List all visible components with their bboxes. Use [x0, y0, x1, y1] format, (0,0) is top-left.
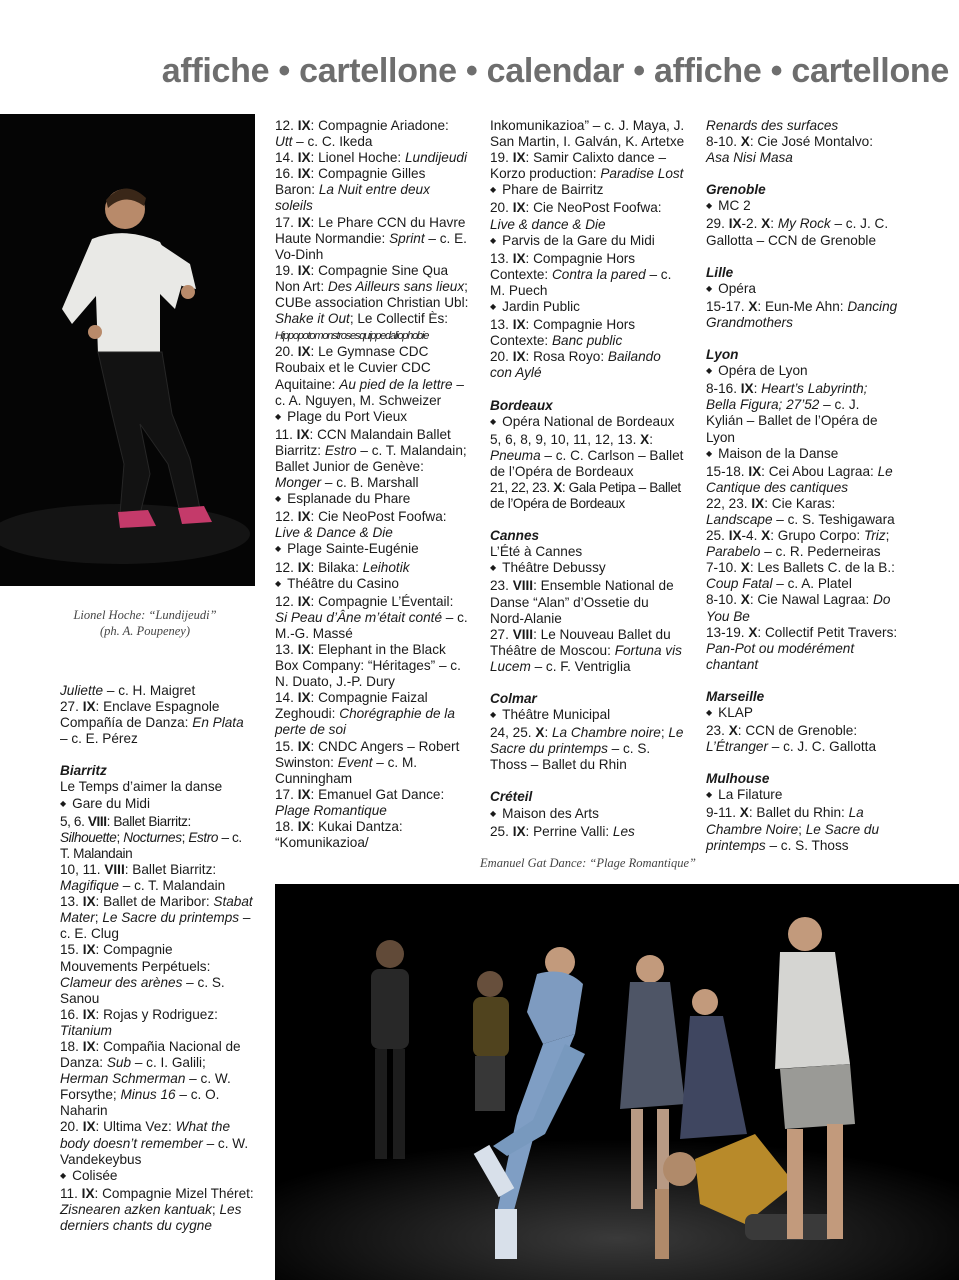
column-2 — [275, 118, 469, 851]
listing-entry: 13. IX: Compagnie Hors Contexte: Banc public — [490, 317, 636, 349]
city-heading-biarritz: Biarritz — [60, 763, 107, 779]
venue-parvis-gare-du-midi: ◆ Parvis de la Gare du Midi — [490, 233, 686, 251]
festival-name: L’Été à Cannes — [490, 544, 583, 560]
listing-entry: 11. IX: CCN Malandain Ballet Biarritz: Estro – c. T. Malandain; Ballet Junior de Genève: Monger – c. B. Marshall — [275, 426, 467, 491]
listing-entry: 20. IX: Cie NeoPost Foofwa: Live & dance & Die — [490, 200, 662, 232]
city-heading-creteil: Créteil — [490, 789, 533, 805]
venue-jardin-public: ◆ Jardin Public — [490, 299, 686, 317]
listing-entry: 23. X: CCN de Grenoble: L’Étranger – c. J. C. Gallotta — [706, 723, 877, 755]
festival-name: Le Temps d’aimer la danse — [60, 779, 223, 795]
listing-entry: 9-11. X: Ballet du Rhin: La Chambre Noire; Le Sacre du printemps – c. S. Thoss — [706, 805, 880, 853]
listing-entry: 14. IX: Compagnie Faizal Zeghoudi: Chorégraphie de la perte de soi — [275, 690, 455, 738]
listing-entry: 13. IX: Compagnie Hors Contexte: Contra la pared – c. M. Puech — [490, 250, 672, 298]
caption-line-1: Lionel Hoche: “Lundijeudi” — [73, 608, 217, 622]
city-heading-mulhouse: Mulhouse — [706, 771, 770, 787]
listing-entry: 17. IX: Le Phare CCN du Havre Haute Normandie: Sprint – c. E. Vo-Dinh — [275, 214, 467, 262]
venue-la-filature: ◆ La Filature — [706, 787, 900, 805]
listing-entry: 15-18. IX: Cei Abou Lagraa: Le Cantique des cantiques — [706, 463, 893, 495]
listing-entry: 22, 23. IX: Cie Karas: Landscape – c. S. Teshigawara — [706, 495, 895, 527]
listing-entry: Juliette – c. H. Maigret — [60, 683, 196, 698]
photo-emanuel-gat-dance — [275, 884, 959, 1280]
listing-entry: 12. IX: Cie NeoPost Foofwa: Live & Dance & Die — [275, 509, 447, 541]
city-heading-colmar: Colmar — [490, 691, 537, 706]
listing-entry: 27. IX: Enclave Espagnole Compañía de Danza: En Plata – c. E. Pérez — [60, 699, 244, 747]
listing-entry: 17. IX: Emanuel Gat Dance: Plage Romantique — [275, 786, 445, 818]
photo-caption-lionel-hoche — [0, 607, 290, 639]
listing-entry: 14. IX: Lionel Hoche: Lundijeudi — [275, 150, 467, 166]
photo-caption-emanuel-gat: Emanuel Gat Dance: “Plage Romantique” — [480, 856, 696, 870]
venue-phare-de-bairritz: ◆ Phare de Bairritz — [490, 182, 686, 200]
section-header — [0, 52, 959, 91]
column-1 — [60, 683, 254, 1234]
listing-entry: 15-17. X: Eun-Me Ahn: Dancing Grandmothers — [706, 298, 898, 330]
listing-entry: 12. IX: Compagnie L’Éventail: Si Peau d’Âne m’était conté – c. M.-G. Massé — [275, 593, 468, 641]
listing-entry: 25. IX: Perrine Valli: Les — [490, 823, 635, 839]
venue-theatre-municipal: ◆ Théâtre Municipal — [490, 707, 686, 725]
listing-entry: Renards des surfaces — [706, 118, 839, 133]
listing-entry: 15. IX: CNDC Angers – Robert Swinston: Event – c. M. Cunningham — [275, 738, 460, 786]
city-heading-bordeaux: Bordeaux — [490, 397, 553, 413]
listing-entry: 16. IX: Compagnie Gilles Baron: La Nuit entre deux soleils — [275, 166, 430, 214]
dancer-illustration — [0, 114, 255, 586]
listing-entry: 12. IX: Bilaka: Leihotik — [275, 559, 410, 575]
header-title: affiche • cartellone • calendar • affiche • cartellone — [161, 52, 949, 90]
listing-entry: 13. IX: Elephant in the Black Box Company: “Héritages” – c. N. Duato, J.-P. Dury — [275, 642, 461, 690]
listing-entry: 18. IX: Compañia Nacional de Danza: Sub – c. I. Galili; Herman Schmerman – c. W. Forsythe; Minus 16 – c. O. Naharin — [60, 1038, 241, 1119]
listing-entry: 23. VIII: Ensemble National de Danse “Alan” d’Ossetie du Nord-Alanie — [490, 578, 674, 626]
city-heading-lyon: Lyon — [706, 347, 739, 363]
listing-entry: 13-19. X: Collectif Petit Travers: Pan-Pot ou modérément chantant — [706, 624, 898, 672]
listing-entry: 27. VIII: Le Nouveau Ballet du Théâtre de Moscou: Fortuna vis Lucem – c. F. Ventriglia — [490, 626, 682, 674]
listing-entry: 15. IX: Compagnie Mouvements Perpétuels: Clameur des arènes – c. S. Sanou — [60, 942, 225, 1006]
listing-entry: 12. IX: Compagnie Ariadone: Utt – c. C. Ikeda — [275, 118, 449, 150]
caption-line-2: (ph. A. Poupeney) — [99, 624, 190, 638]
listing-entry: 19. IX: Samir Calixto dance – Korzo production: Paradise Lost — [490, 150, 684, 182]
listing-entry: 18. IX: Kukai Dantza: “Komunikazioa/ — [275, 819, 403, 851]
listing-entry: 11. IX: Compagnie Mizel Théret: Zisnearen azken kantuak; Les derniers chants du cygne — [60, 1185, 254, 1233]
venue-opera-lille: ◆ Opéra — [706, 281, 900, 299]
city-heading-grenoble: Grenoble — [706, 182, 766, 198]
listing-entry: 8-10. X: Cie José Montalvo: Asa Nisi Masa — [706, 134, 873, 166]
venue-theatre-debussy: ◆ Théâtre Debussy — [490, 560, 686, 578]
listing-entry: 25. IX-4. X: Grupo Corpo: Triz; Parabelo – c. R. Pederneiras — [706, 528, 890, 560]
venue-opera-national-bordeaux: ◆ Opéra National de Bordeaux — [490, 414, 686, 432]
stage-illustration — [275, 884, 959, 1280]
column-3 — [490, 118, 686, 840]
listing-entry: 5, 6, 8, 9, 10, 11, 12, 13. X: Pneuma – c. C. Carlson – Ballet de l’Opéra de Bordeaux — [490, 431, 684, 479]
venue-plage-du-port-vieux: ◆ Plage du Port Vieux — [275, 409, 469, 427]
city-heading-marseille: Marseille — [706, 688, 765, 704]
listing-entry: 16. IX: Rojas y Rodriguez: Titanium — [60, 1006, 218, 1038]
listing-entry: 13. IX: Ballet de Maribor: Stabat Mater; Le Sacre du printemps – c. E. Clug — [60, 894, 253, 942]
venue-maison-de-la-danse: ◆ Maison de la Danse — [706, 446, 900, 464]
venue-opera-de-lyon: ◆ Opéra de Lyon — [706, 363, 900, 381]
listing-entry: 29. IX-2. X: My Rock – c. J. C. Gallotta – CCN de Grenoble — [706, 216, 889, 248]
listing-entry: 20. IX: Le Gymnase CDC Roubaix et le Cuvier CDC Aquitaine: Au pied de la lettre – c. A. Nguyen, M. Schweizer — [275, 344, 464, 408]
listing-entry: 24, 25. X: La Chambre noire; Le Sacre du printemps – c. S. Thoss – Ballet du Rhin — [490, 725, 684, 773]
photo-lionel-hoche — [0, 114, 255, 586]
venue-gare-du-midi: ◆ Gare du Midi — [60, 796, 254, 814]
listing-entry: 8-16. IX: Heart’s Labyrinth; Bella Figura; 27’52 – c. J. Kylián – Ballet de l’Opéra de Lyon — [706, 381, 878, 445]
listing-entry: 5, 6. VIII: Ballet Biarritz: Silhouette; Nocturnes; Estro – c. T. Malandain — [60, 813, 242, 861]
venue-plage-sainte-eugenie: ◆ Plage Sainte-Eugénie — [275, 541, 469, 559]
venue-colisee: ◆ Colisée — [60, 1168, 254, 1186]
listing-entry: 21, 22, 23. X: Gala Petipa – Ballet de l’Opéra de Bordeaux — [490, 479, 681, 512]
listing-entry: 20. IX: Rosa Royo: Bailando con Aylé — [490, 349, 661, 381]
venue-theatre-du-casino: ◆ Théâtre du Casino — [275, 576, 469, 594]
venue-maison-des-arts: ◆ Maison des Arts — [490, 806, 686, 824]
column-4 — [706, 118, 900, 854]
listing-entry: 10, 11. VIII: Ballet Biarritz: Magifique – c. T. Malandain — [60, 861, 226, 894]
listing-entry: 7-10. X: Les Ballets C. de la B.: Coup Fatal – c. A. Platel — [706, 560, 895, 592]
venue-esplanade-du-phare: ◆ Esplanade du Phare — [275, 491, 469, 509]
listing-entry: 20. IX: Ultima Vez: What the body doesn’t remember – c. W. Vandekeybus — [60, 1119, 249, 1167]
venue-klap: ◆ KLAP — [706, 705, 900, 723]
venue-mc2: ◆ MC 2 — [706, 198, 900, 216]
city-heading-cannes: Cannes — [490, 528, 540, 544]
listing-entry: 19. IX: Compagnie Sine Qua Non Art: Des Ailleurs sans lieux; CUBe association Christian Ubl: Shake it Out; Le Collectif Ès: Hippopotomonstrosesquippedaliophobie — [275, 262, 469, 343]
listing-entry: 8-10. X: Cie Nawal Lagraa: Do You Be — [706, 592, 891, 624]
city-heading-lille: Lille — [706, 264, 734, 280]
listing-entry: Inkomunikazioa” – c. J. Maya, J. San Martin, I. Galván, K. Artetxe — [490, 118, 685, 150]
